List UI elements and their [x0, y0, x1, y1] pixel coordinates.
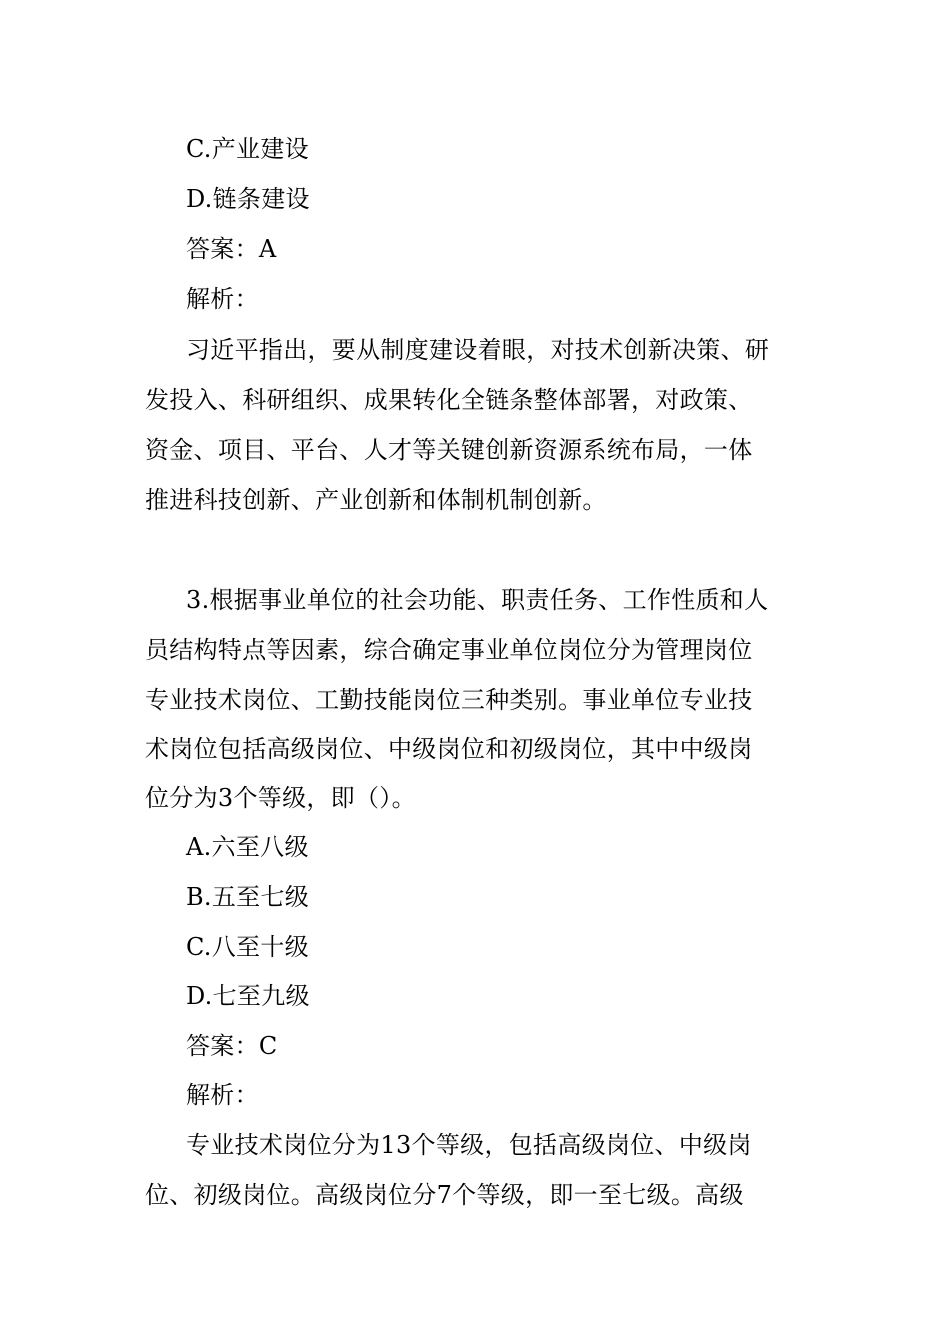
q3-analysis-label: 解析：	[186, 1081, 259, 1109]
q3-stem-line-1: 3.根据事业单位的社会功能、职责任务、工作性质和人	[186, 586, 769, 614]
q2-analysis-line-1: 习近平指出，要从制度建设着眼，对技术创新决策、研	[186, 336, 770, 364]
q3-stem-line-2: 员结构特点等因素，综合确定事业单位岗位分为管理岗位	[145, 636, 753, 664]
q3-analysis-line-2: 位、初级岗位。高级岗位分7个等级，即一至七级。高级	[145, 1181, 744, 1209]
q2-analysis-line-2: 发投入、科研组织、成果转化全链条整体部署，对政策、	[145, 386, 753, 414]
q3-option-b: B.五至七级	[186, 883, 310, 911]
q2-answer: 答案：A	[186, 235, 277, 263]
q2-option-c: C.产业建设	[186, 135, 309, 163]
q3-stem-line-4: 术岗位包括高级岗位、中级岗位和初级岗位，其中中级岗	[145, 735, 753, 763]
q3-answer: 答案：C	[186, 1032, 278, 1060]
q2-analysis-line-3: 资金、项目、平台、人才等关键创新资源系统布局，一体	[145, 436, 753, 464]
q3-stem-line-5: 位分为3个等级，即（）。	[145, 784, 416, 812]
q3-stem-line-3: 专业技术岗位、工勤技能岗位三种类别。事业单位专业技	[145, 686, 753, 714]
q2-analysis-label: 解析：	[186, 285, 259, 313]
q2-analysis-line-4: 推进科技创新、产业创新和体制机制创新。	[145, 486, 607, 514]
q3-analysis-line-1: 专业技术岗位分为13个等级，包括高级岗位、中级岗	[186, 1131, 752, 1159]
q3-option-c: C.八至十级	[186, 933, 309, 961]
q3-option-a: A.六至八级	[186, 833, 309, 861]
q3-option-d: D.七至九级	[186, 982, 310, 1010]
q2-option-d: D.链条建设	[186, 185, 310, 213]
